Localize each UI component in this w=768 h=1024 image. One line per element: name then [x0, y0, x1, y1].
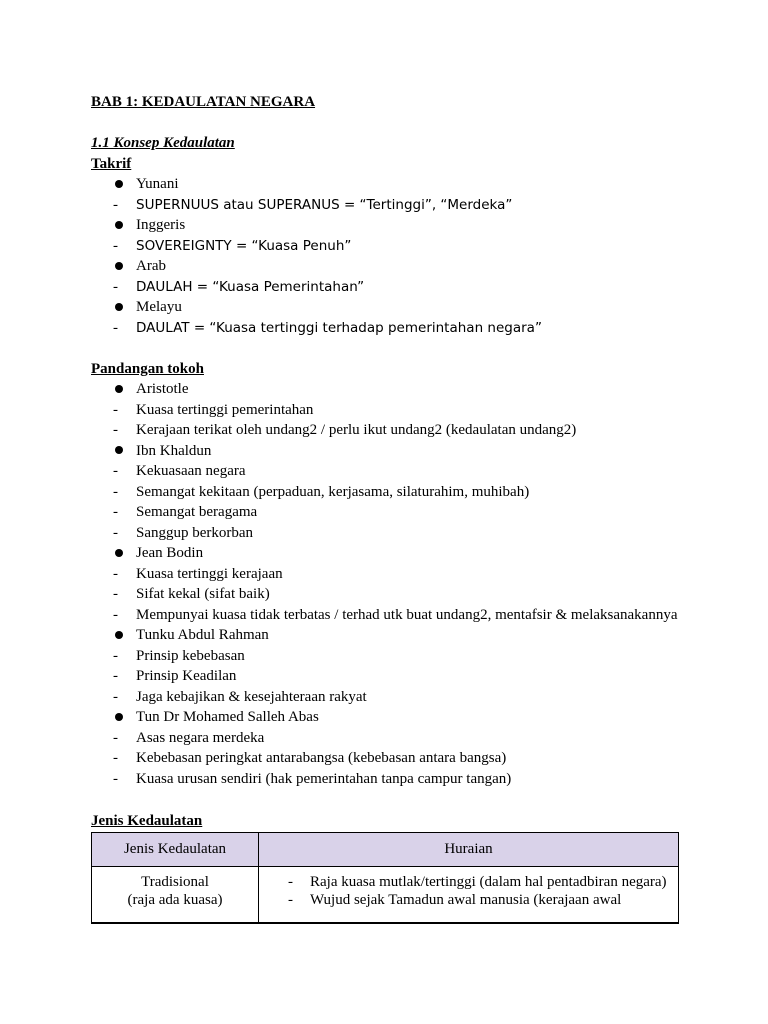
bullet-dot-icon [113, 707, 125, 728]
dash-item [91, 400, 678, 421]
dash-item [91, 502, 678, 523]
list-item-text: Kuasa tertinggi kerajaan [136, 565, 283, 582]
dash-item [91, 605, 678, 626]
list-item-text: Melayu [136, 299, 182, 315]
list-item-text: Prinsip kebebasan [136, 647, 245, 664]
list-item-text: Aristotle [136, 381, 189, 397]
dash-item [91, 195, 542, 216]
list-item-text: Ibn Khaldun [136, 442, 212, 459]
bullet-item [91, 441, 678, 462]
dash-item [91, 482, 678, 503]
dash-item [91, 666, 678, 687]
list-item-text: DAULAT = “Kuasa tertinggi terhadap pemerintahan negara” [136, 319, 542, 336]
dash-marker: - [288, 874, 293, 890]
list-item-text: Kebebasan peringkat antarabangsa (kebebasan antara bangsa) [136, 750, 507, 766]
dash-item [91, 646, 678, 667]
dash-item [91, 687, 678, 708]
pandangan-heading: Pandangan tokoh [91, 361, 204, 377]
dash-item [91, 523, 678, 544]
jenis-note: (raja ada kuasa) [127, 892, 223, 908]
dash-marker: - [113, 647, 118, 664]
dash-item [91, 277, 542, 298]
table-header-huraian: Huraian [259, 833, 679, 867]
bullet-item [91, 174, 542, 195]
takrif-list [91, 174, 542, 338]
huraian-item [260, 873, 677, 891]
list-item-text: Kerajaan terikat oleh undang2 / perlu ikut undang2 (kedaulatan undang2) [136, 422, 577, 438]
dash-marker: - [113, 237, 118, 254]
list-item-text: Inggeris [136, 217, 186, 233]
pandangan-list [91, 379, 678, 789]
dash-marker: - [113, 196, 118, 213]
list-item-text: Sanggup berkorban [136, 524, 254, 541]
dash-marker: - [113, 565, 118, 582]
bullet-item [91, 543, 678, 564]
dash-marker: - [113, 278, 118, 295]
list-item-text: Kuasa tertinggi pemerintahan [136, 401, 314, 418]
list-item-text: SUPERNUUS atau SUPERANUS = “Tertinggi”, “Merdeka” [136, 196, 513, 213]
table-header-row [92, 833, 679, 867]
bullet-item [91, 379, 678, 400]
list-item-text: SOVEREIGNTY = “Kuasa Penuh” [136, 237, 352, 254]
dash-item [91, 584, 678, 605]
table-cell-jenis [92, 867, 259, 924]
list-item-text: Mempunyai kuasa tidak terbatas / terhad utk buat undang2, mentafsir & melaksanakannya [136, 606, 678, 623]
list-item-text: Tunku Abdul Rahman [136, 627, 269, 643]
jenis-heading: Jenis Kedaulatan [91, 813, 203, 829]
dash-marker: - [113, 750, 118, 766]
dash-item [91, 564, 678, 585]
bullet-dot-icon [113, 256, 125, 277]
list-item-text: Semangat beragama [136, 504, 258, 520]
bullet-dot-icon [113, 379, 125, 400]
bullet-dot-icon [113, 441, 125, 462]
table-cell-huraian [259, 867, 679, 924]
list-item-text: DAULAH = “Kuasa Pemerintahan” [136, 278, 365, 295]
huraian-text: Raja kuasa mutlak/tertinggi (dalam hal pentadbiran negara) [310, 874, 667, 890]
dash-item [91, 728, 678, 749]
list-item-text: Jaga kebajikan & kesejahteraan rakyat [136, 688, 367, 705]
dash-marker: - [288, 892, 293, 908]
dash-marker: - [113, 422, 118, 438]
table-header-jenis: Jenis Kedaulatan [92, 833, 259, 867]
jenis-name: Tradisional [141, 874, 209, 890]
dash-item [91, 769, 678, 790]
list-item-text: Jean Bodin [136, 545, 204, 561]
bullet-dot-icon [113, 625, 125, 646]
dash-item [91, 461, 678, 482]
section-title: 1.1 Konsep Kedaulatan [91, 135, 235, 151]
dash-marker: - [113, 524, 118, 541]
list-item-text: Kuasa urusan sendiri (hak pemerintahan tanpa campur tangan) [136, 770, 512, 787]
bullet-item [91, 707, 678, 728]
dash-item [91, 236, 542, 257]
table-row [92, 867, 679, 924]
list-item-text: Arab [136, 258, 166, 274]
dash-marker: - [113, 770, 118, 787]
bullet-item [91, 256, 542, 277]
list-item-text: Kekuasaan negara [136, 463, 246, 479]
jenis-kedaulatan-table [91, 832, 679, 924]
dash-marker: - [113, 606, 118, 623]
list-item-text: Tun Dr Mohamed Salleh Abas [136, 709, 319, 725]
dash-marker: - [113, 586, 118, 602]
dash-marker: - [113, 483, 118, 500]
takrif-heading: Takrif [91, 156, 132, 172]
list-item-text: Yunani [136, 176, 179, 192]
dash-marker: - [113, 401, 118, 418]
dash-item [91, 420, 678, 441]
bullet-dot-icon [113, 543, 125, 564]
list-item-text: Semangat kekitaan (perpaduan, kerjasama, silaturahim, muhibah) [136, 483, 530, 500]
dash-item [91, 318, 542, 339]
dash-item [91, 748, 678, 769]
list-item-text: Prinsip Keadilan [136, 668, 237, 684]
dash-marker: - [113, 319, 118, 336]
bullet-dot-icon [113, 174, 125, 195]
list-item-text: Sifat kekal (sifat baik) [136, 586, 270, 602]
list-item-text: Asas negara merdeka [136, 729, 265, 746]
huraian-text: Wujud sejak Tamadun awal manusia (kerajaan awal [310, 892, 622, 908]
dash-marker: - [113, 668, 118, 684]
huraian-item [260, 891, 677, 909]
bullet-dot-icon [113, 215, 125, 236]
dash-marker: - [113, 463, 118, 479]
bullet-dot-icon [113, 297, 125, 318]
dash-marker: - [113, 688, 118, 705]
bullet-item [91, 297, 542, 318]
dash-marker: - [113, 504, 118, 520]
dash-marker: - [113, 729, 118, 746]
chapter-title: BAB 1: KEDAULATAN NEGARA [91, 94, 316, 110]
bullet-item [91, 215, 542, 236]
bullet-item [91, 625, 678, 646]
